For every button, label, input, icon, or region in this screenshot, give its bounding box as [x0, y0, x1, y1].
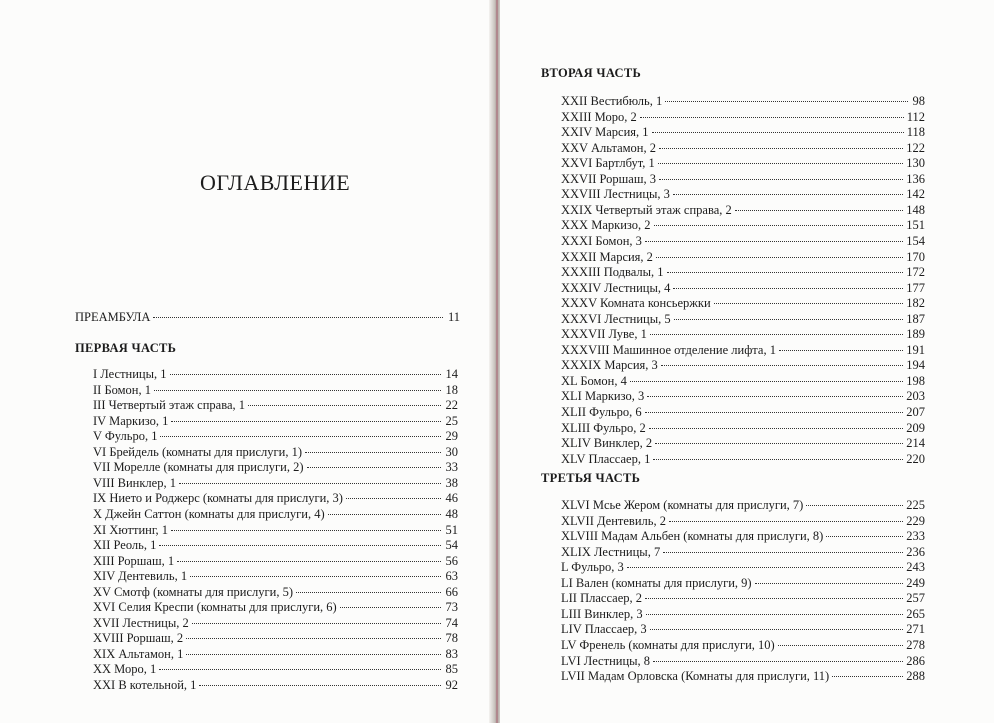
toc-entry — [561, 140, 925, 156]
toc-entry-title: XXX Маркизо, 2 — [561, 218, 651, 233]
toc-entry — [561, 435, 925, 451]
toc-entry-title: XXXVII Луве, 1 — [561, 327, 647, 342]
dot-leader — [658, 163, 904, 164]
dot-leader — [674, 319, 904, 320]
toc-entry-page: 148 — [906, 202, 925, 217]
dot-leader — [159, 669, 441, 670]
preamble-entry — [75, 309, 460, 325]
dot-leader — [653, 459, 903, 460]
toc-entry-title: XXIII Моро, 2 — [561, 109, 637, 124]
toc-entry — [561, 217, 925, 233]
toc-entry-page: 54 — [445, 538, 458, 553]
toc-entry-page: 66 — [445, 584, 458, 599]
toc-entry-page: 56 — [445, 553, 458, 568]
dot-leader — [655, 443, 903, 444]
toc-entry-page: 203 — [906, 389, 925, 404]
gutter-binding-line — [496, 0, 498, 723]
toc-entry-page: 38 — [445, 475, 458, 490]
toc-entry — [561, 311, 925, 327]
dot-leader — [171, 421, 441, 422]
toc-entry-page: 29 — [445, 429, 458, 444]
toc-entry — [93, 506, 458, 522]
toc-entry-page: 187 — [906, 311, 925, 326]
dot-leader — [656, 257, 903, 258]
toc-entry-title: LI Вален (комнаты для прислуги, 9) — [561, 575, 752, 590]
toc-entry — [561, 420, 925, 436]
dot-leader — [806, 505, 903, 506]
toc-entry-page: 194 — [906, 358, 925, 373]
toc-entry-title: XVIII Роршаш, 2 — [93, 631, 184, 646]
dot-leader — [673, 194, 903, 195]
toc-entry-title: XXIV Марсия, 1 — [561, 125, 649, 140]
dot-leader — [328, 514, 441, 515]
dot-leader — [646, 614, 904, 615]
toc-entry-page: 136 — [906, 171, 925, 186]
toc-entry-page: 48 — [445, 506, 458, 521]
toc-entry — [561, 93, 925, 109]
toc-entry-title: XXXVI Лестницы, 5 — [561, 311, 671, 326]
toc-entry — [561, 280, 925, 296]
toc-entry — [561, 513, 925, 529]
toc-entry-title: XXXVIII Машинное отделение лифта, 1 — [561, 342, 776, 357]
toc-entry — [561, 528, 925, 544]
toc-entry-page: 25 — [445, 413, 458, 428]
toc-entry-title: XXXII Марсия, 2 — [561, 249, 653, 264]
toc-entry — [93, 630, 458, 646]
toc-entry-page: 30 — [445, 444, 458, 459]
dot-leader — [669, 521, 903, 522]
toc-entry-title: I Лестницы, 1 — [93, 367, 167, 381]
toc-entry-title: XVII Лестницы, 2 — [93, 615, 189, 630]
dot-leader — [735, 210, 903, 211]
dot-leader — [645, 241, 903, 242]
toc-entry-title: XLVI Мсье Жером (комнаты для прислуги, 7) — [561, 498, 804, 512]
toc-entry — [93, 646, 458, 662]
toc-entry — [93, 584, 458, 600]
toc-entry-page: 151 — [906, 218, 925, 233]
toc-entry — [561, 171, 925, 187]
dot-leader — [159, 545, 441, 546]
toc-entry-title: XL Бомон, 4 — [561, 373, 627, 388]
toc-entry-title: XX Моро, 1 — [93, 662, 157, 677]
toc-entry-title: LVI Лестницы, 8 — [561, 653, 651, 668]
toc-entry-title: XXVIII Лестницы, 3 — [561, 187, 670, 202]
toc-entry-page: 233 — [906, 529, 925, 544]
toc-entry-title: XXXI Бомон, 3 — [561, 233, 642, 248]
toc-entry — [93, 568, 458, 584]
dot-leader — [248, 405, 441, 406]
toc-entry-page: 220 — [906, 451, 925, 466]
dot-leader — [186, 638, 441, 639]
toc-entry-title: XXVII Роршаш, 3 — [561, 171, 656, 186]
toc-entry-title: XIX Альтамон, 1 — [93, 646, 184, 661]
toc-entry-title: LIV Плассаер, 3 — [561, 622, 647, 637]
toc-entry-page: 225 — [906, 498, 925, 512]
toc-entry-page: 18 — [445, 382, 458, 397]
toc-entry — [561, 109, 925, 125]
toc-entry-title: XVI Селия Креспи (комнаты для прислуги, 6) — [93, 600, 337, 615]
toc-entry-title: X Джейн Саттон (комнаты для прислуги, 4) — [93, 506, 325, 521]
toc-entry-page: 229 — [906, 513, 925, 528]
dot-leader — [305, 452, 441, 453]
dot-leader — [186, 654, 441, 655]
toc-entry — [561, 590, 925, 606]
toc-entry-page: 191 — [906, 342, 925, 357]
dot-leader — [179, 483, 441, 484]
toc-entry-title: XXVI Бартлбут, 1 — [561, 156, 655, 171]
toc-entry-page: 73 — [445, 600, 458, 615]
dot-leader — [665, 101, 908, 102]
toc-entry-title: III Четвертый этаж справа, 1 — [93, 398, 245, 413]
toc-entry-page: 198 — [906, 373, 925, 388]
toc-entry — [561, 357, 925, 373]
dot-leader — [779, 350, 903, 351]
dot-leader — [199, 685, 441, 686]
toc-entry-page: 278 — [906, 637, 925, 652]
toc-entry-title: XXIX Четвертый этаж справа, 2 — [561, 202, 732, 217]
toc-entry — [93, 459, 458, 475]
toc-entry-title: XLV Плассаер, 1 — [561, 451, 651, 466]
toc-entry-page: 51 — [445, 522, 458, 537]
toc-entry-page: 189 — [906, 327, 925, 342]
toc-entry-title: XLIII Фульро, 2 — [561, 420, 646, 435]
dot-leader — [650, 334, 903, 335]
toc-entry-title: VII Морелле (комнаты для прислуги, 2) — [93, 460, 304, 475]
toc-entry — [561, 186, 925, 202]
toc-entry — [561, 342, 925, 358]
toc-entry — [561, 155, 925, 171]
dot-leader — [654, 225, 904, 226]
dot-leader — [647, 396, 903, 397]
toc-entry-page: 130 — [906, 156, 925, 171]
toc-entry-title: XII Реоль, 1 — [93, 538, 157, 553]
toc-entry — [561, 202, 925, 218]
page-title: ОГЛАВЛЕНИЕ — [200, 170, 351, 195]
toc-entry — [93, 661, 458, 677]
toc-entry — [93, 537, 458, 553]
toc-entry-title: II Бомон, 1 — [93, 382, 151, 397]
dot-leader — [153, 317, 443, 318]
dot-leader — [190, 576, 441, 577]
toc-entry-title: V Фульро, 1 — [93, 429, 158, 444]
toc-entry-title: L Фульро, 3 — [561, 560, 624, 575]
toc-entry-title: XXII Вестибюль, 1 — [561, 94, 663, 108]
toc-entry-title: VI Брейдель (комнаты для прислуги, 1) — [93, 444, 302, 459]
right-page — [500, 0, 994, 723]
toc-entry — [561, 544, 925, 560]
part2-heading: ВТОРАЯ ЧАСТЬ — [541, 66, 642, 80]
toc-entry-title: XXI В котельной, 1 — [93, 678, 197, 692]
toc-entry-title: XIV Дентевиль, 1 — [93, 569, 188, 584]
toc-entry-title: XI Хюттинг, 1 — [93, 522, 169, 537]
toc-entry-page: 14 — [445, 367, 458, 381]
toc-entry — [93, 553, 458, 569]
dot-leader — [667, 272, 904, 273]
toc-entry — [561, 653, 925, 669]
dot-leader — [346, 498, 441, 499]
dot-leader — [652, 132, 904, 133]
toc-entry-page: 207 — [906, 405, 925, 419]
dot-leader — [661, 365, 903, 366]
dot-leader — [673, 288, 903, 289]
dot-leader — [778, 645, 904, 646]
toc-entry — [561, 249, 925, 265]
toc-entry — [93, 366, 458, 382]
toc-entry-title: XV Смотф (комнаты для прислуги, 5) — [93, 584, 294, 599]
toc-entry-title: XXV Альтамон, 2 — [561, 140, 656, 155]
dot-leader — [340, 607, 441, 608]
toc-entry — [561, 295, 925, 311]
toc-entry — [93, 475, 458, 491]
dot-leader — [650, 629, 904, 630]
dot-leader — [653, 661, 903, 662]
toc-entry-page: 46 — [445, 491, 458, 506]
toc-entry-page: 177 — [906, 280, 925, 295]
toc-entry-page: 112 — [906, 109, 925, 124]
toc-entry-page: 92 — [445, 678, 458, 692]
toc-entry — [93, 382, 458, 398]
dot-leader — [296, 592, 441, 593]
toc-entry-title: IX Нието и Роджерс (комнаты для прислуги, 3) — [93, 491, 343, 506]
toc-entry-page: 271 — [906, 622, 925, 637]
dot-leader — [714, 303, 904, 304]
toc-entry-page: 118 — [906, 125, 925, 140]
toc-entry-title: XXXIII Подвалы, 1 — [561, 265, 664, 280]
toc-entry-page: 214 — [906, 436, 925, 451]
toc-entry — [561, 668, 925, 684]
dot-leader — [659, 148, 903, 149]
toc-entry-page: 122 — [906, 140, 925, 155]
toc-entry-page: 98 — [912, 94, 925, 108]
dot-leader — [755, 583, 904, 584]
preamble-page: 11 — [447, 310, 460, 324]
toc-entry — [561, 606, 925, 622]
toc-entry — [561, 124, 925, 140]
toc-entry — [561, 621, 925, 637]
toc-entry — [93, 490, 458, 506]
toc-entry-title: XLIX Лестницы, 7 — [561, 544, 661, 559]
toc-entry-page: 142 — [906, 187, 925, 202]
dot-leader — [627, 567, 903, 568]
toc-entry — [561, 451, 925, 467]
toc-entry — [93, 413, 458, 429]
preamble-label: ПРЕАМБУЛА — [75, 310, 151, 324]
toc-entry — [561, 373, 925, 389]
dot-leader — [177, 561, 441, 562]
toc-entry — [561, 404, 925, 420]
toc-entry-page: 265 — [906, 606, 925, 621]
dot-leader — [171, 530, 441, 531]
toc-entry-title: IV Маркизо, 1 — [93, 413, 169, 428]
toc-entry-page: 22 — [445, 398, 458, 413]
dot-leader — [160, 436, 441, 437]
part3-heading: ТРЕТЬЯ ЧАСТЬ — [541, 471, 641, 485]
toc-entry — [93, 677, 458, 693]
toc-entry — [561, 637, 925, 653]
dot-leader — [649, 428, 903, 429]
toc-entry — [561, 559, 925, 575]
dot-leader — [663, 552, 903, 553]
toc-entry-title: XLI Маркизо, 3 — [561, 389, 645, 404]
toc-entry-page: 236 — [906, 544, 925, 559]
dot-leader — [826, 536, 903, 537]
toc-entry-title: LV Френель (комнаты для прислуги, 10) — [561, 637, 775, 652]
toc-entry-title: XXXIX Марсия, 3 — [561, 358, 658, 373]
toc-entry-page: 182 — [906, 296, 925, 311]
toc-entry-title: VIII Винклер, 1 — [93, 475, 176, 490]
dot-leader — [645, 598, 903, 599]
toc-entry-title: XXXV Комната консьержки — [561, 296, 711, 311]
toc-entry-page: 83 — [445, 646, 458, 661]
toc-entry — [93, 444, 458, 460]
toc-entry-title: LIII Винклер, 3 — [561, 606, 643, 621]
dot-leader — [154, 390, 441, 391]
toc-entry-title: LVII Мадам Орловска (Комнаты для прислуги, 11) — [561, 669, 830, 684]
toc-entry-page: 78 — [445, 631, 458, 646]
toc-entry — [561, 264, 925, 280]
toc-entry-title: XLVIII Мадам Альбен (комнаты для прислуги, 8) — [561, 529, 824, 544]
toc-entry — [561, 326, 925, 342]
dot-leader — [659, 179, 903, 180]
toc-entry — [93, 615, 458, 631]
toc-entry-title: XLII Фульро, 6 — [561, 405, 642, 419]
toc-entry — [93, 599, 458, 615]
toc-entry-page: 33 — [445, 460, 458, 475]
dot-leader — [192, 623, 441, 624]
toc-entry-page: 170 — [906, 249, 925, 264]
toc-entry-page: 288 — [906, 669, 925, 684]
dot-leader — [307, 467, 441, 468]
toc-entry-page: 63 — [445, 569, 458, 584]
toc-entry — [561, 497, 925, 513]
toc-entry-page: 154 — [906, 233, 925, 248]
toc-entry — [561, 575, 925, 591]
toc-entry-title: XLIV Винклер, 2 — [561, 436, 653, 451]
toc-entry — [561, 388, 925, 404]
left-page — [0, 0, 494, 723]
dot-leader — [640, 117, 904, 118]
toc-entry-title: XXXIV Лестницы, 4 — [561, 280, 671, 295]
toc-entry — [93, 428, 458, 444]
toc-entry-page: 243 — [906, 560, 925, 575]
dot-leader — [645, 412, 904, 413]
part1-heading: ПЕРВАЯ ЧАСТЬ — [75, 341, 177, 355]
dot-leader — [630, 381, 903, 382]
toc-entry-page: 74 — [445, 615, 458, 630]
toc-entry-page: 257 — [906, 591, 925, 606]
toc-entry-page: 249 — [906, 575, 925, 590]
toc-entry-page: 209 — [906, 420, 925, 435]
toc-entry — [93, 522, 458, 538]
toc-entry-page: 286 — [906, 653, 925, 668]
toc-entry — [561, 233, 925, 249]
toc-entry-page: 172 — [906, 265, 925, 280]
toc-entry-page: 85 — [445, 662, 458, 677]
dot-leader — [832, 676, 903, 677]
toc-entry — [93, 397, 458, 413]
dot-leader — [170, 374, 441, 375]
toc-entry-title: XLVII Дентевиль, 2 — [561, 513, 666, 528]
toc-entry-title: LII Плассаер, 2 — [561, 591, 642, 606]
toc-entry-title: XIII Роршаш, 1 — [93, 553, 175, 568]
